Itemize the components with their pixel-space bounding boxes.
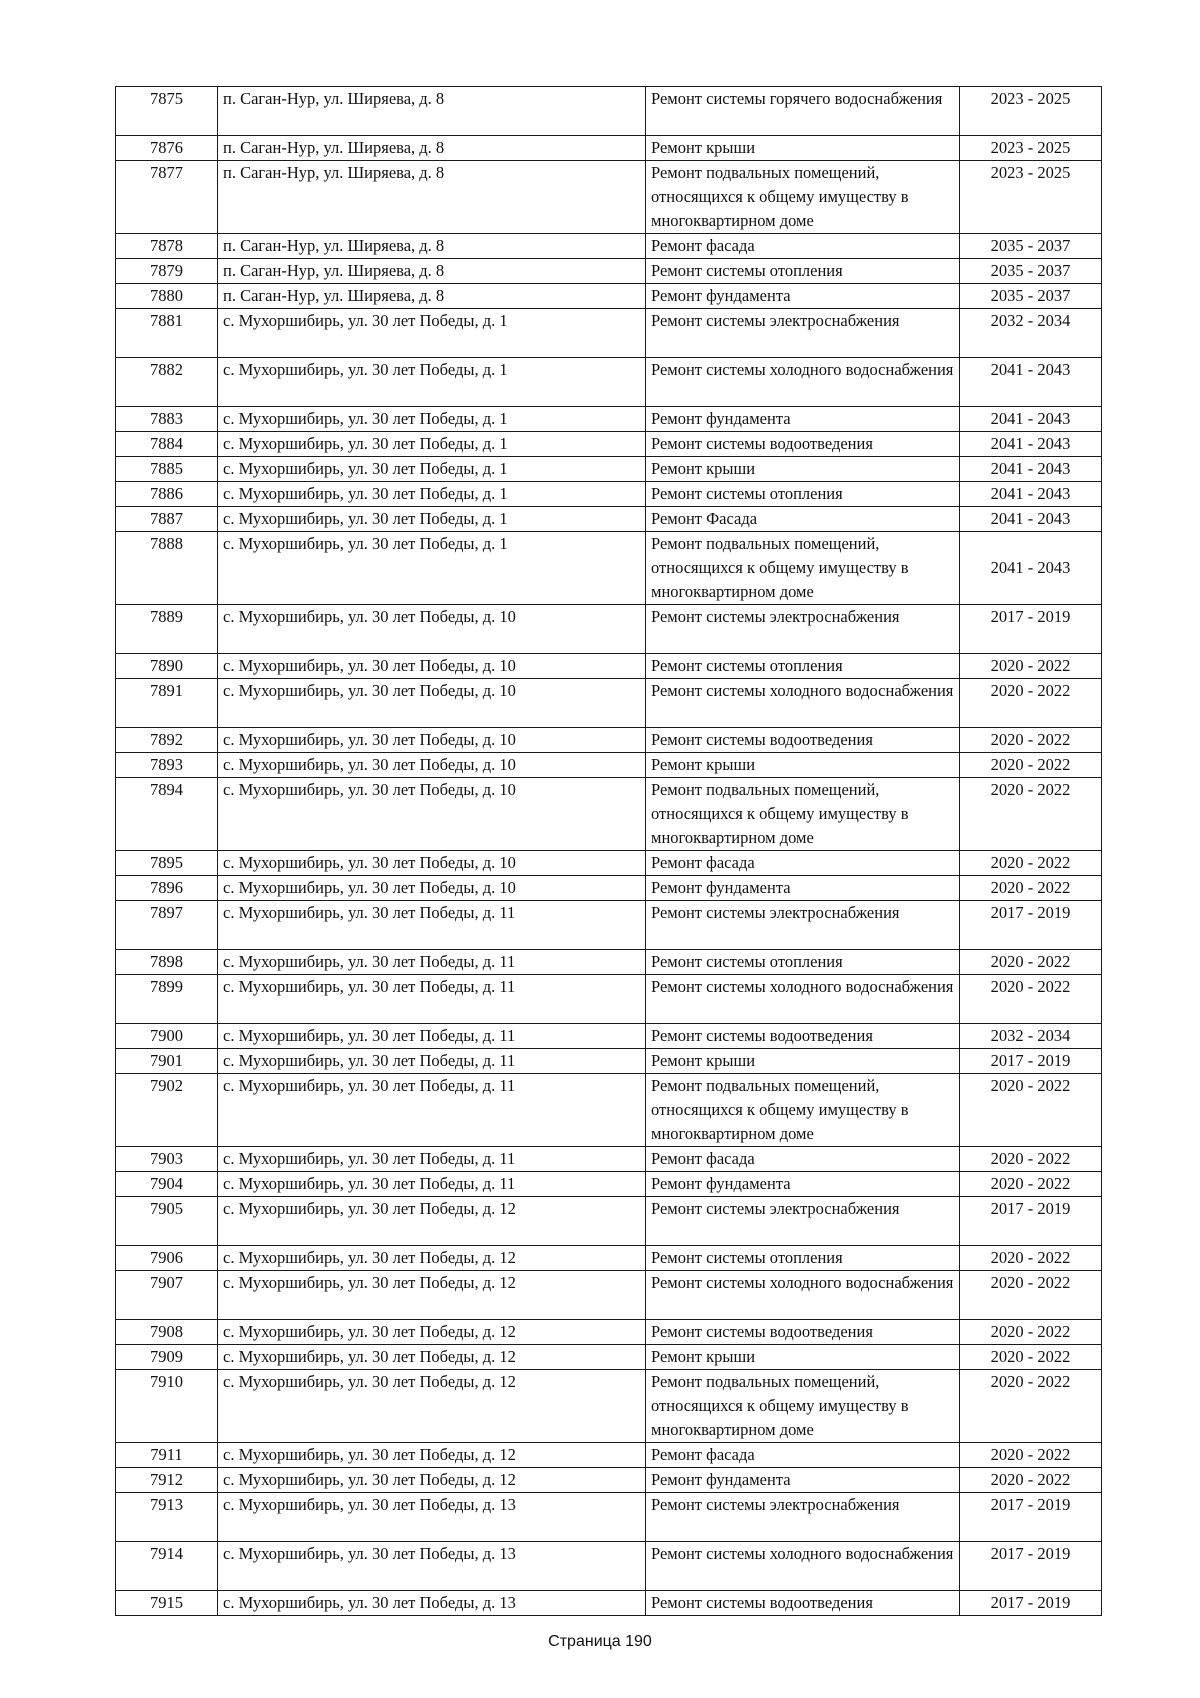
period-cell: 2020 - 2022 xyxy=(960,1320,1102,1345)
address-cell: с. Мухоршибирь, ул. 30 лет Победы, д. 11 xyxy=(218,1172,646,1197)
table-row xyxy=(116,432,1102,457)
period-cell: 2041 - 2043 xyxy=(960,358,1102,407)
work-type-cell: Ремонт Фасада xyxy=(646,507,960,532)
table-row xyxy=(116,309,1102,358)
address-cell: с. Мухоршибирь, ул. 30 лет Победы, д. 11 xyxy=(218,1147,646,1172)
row-number-cell: 7908 xyxy=(116,1320,218,1345)
address-cell: с. Мухоршибирь, ул. 30 лет Победы, д. 10 xyxy=(218,605,646,654)
period-cell: 2023 - 2025 xyxy=(960,87,1102,136)
work-type-cell: Ремонт крыши xyxy=(646,1049,960,1074)
period-cell: 2017 - 2019 xyxy=(960,1197,1102,1246)
address-cell: с. Мухоршибирь, ул. 30 лет Победы, д. 13 xyxy=(218,1591,646,1616)
row-number-cell: 7892 xyxy=(116,728,218,753)
address-cell: с. Мухоршибирь, ул. 30 лет Победы, д. 10 xyxy=(218,778,646,851)
row-number-cell: 7905 xyxy=(116,1197,218,1246)
row-number-cell: 7898 xyxy=(116,950,218,975)
table-row xyxy=(116,1074,1102,1147)
table-row xyxy=(116,457,1102,482)
address-cell: с. Мухоршибирь, ул. 30 лет Победы, д. 1 xyxy=(218,457,646,482)
table-row xyxy=(116,1024,1102,1049)
work-type-cell: Ремонт системы отопления xyxy=(646,950,960,975)
period-cell: 2017 - 2019 xyxy=(960,1542,1102,1591)
work-type-cell: Ремонт системы холодного водоснабжения xyxy=(646,679,960,728)
table-row xyxy=(116,482,1102,507)
period-cell: 2020 - 2022 xyxy=(960,1443,1102,1468)
row-number-cell: 7882 xyxy=(116,358,218,407)
address-cell: с. Мухоршибирь, ул. 30 лет Победы, д. 11 xyxy=(218,1049,646,1074)
row-number-cell: 7907 xyxy=(116,1271,218,1320)
row-number-cell: 7914 xyxy=(116,1542,218,1591)
row-number-cell: 7880 xyxy=(116,284,218,309)
row-number-cell: 7887 xyxy=(116,507,218,532)
work-type-cell: Ремонт подвальных помещений, относящихся к общему имуществу в многоквартирном доме xyxy=(646,778,960,851)
address-cell: с. Мухоршибирь, ул. 30 лет Победы, д. 12 xyxy=(218,1443,646,1468)
work-type-cell: Ремонт системы электроснабжения xyxy=(646,1493,960,1542)
address-cell: с. Мухоршибирь, ул. 30 лет Победы, д. 11 xyxy=(218,1024,646,1049)
table-row xyxy=(116,532,1102,605)
row-number-cell: 7885 xyxy=(116,457,218,482)
address-cell: с. Мухоршибирь, ул. 30 лет Победы, д. 11 xyxy=(218,975,646,1024)
period-cell: 2032 - 2034 xyxy=(960,1024,1102,1049)
table-row xyxy=(116,1172,1102,1197)
work-type-cell: Ремонт подвальных помещений, относящихся к общему имуществу в многоквартирном доме xyxy=(646,532,960,605)
table-row xyxy=(116,1197,1102,1246)
table-row xyxy=(116,407,1102,432)
table-row xyxy=(116,778,1102,851)
table-row xyxy=(116,1345,1102,1370)
address-cell: с. Мухоршибирь, ул. 30 лет Победы, д. 1 xyxy=(218,407,646,432)
table-body xyxy=(116,87,1102,1616)
period-cell: 2020 - 2022 xyxy=(960,1172,1102,1197)
table-row xyxy=(116,950,1102,975)
table-row xyxy=(116,1443,1102,1468)
table-row xyxy=(116,234,1102,259)
row-number-cell: 7912 xyxy=(116,1468,218,1493)
table-row xyxy=(116,1370,1102,1443)
address-cell: с. Мухоршибирь, ул. 30 лет Победы, д. 12 xyxy=(218,1197,646,1246)
work-type-cell: Ремонт системы холодного водоснабжения xyxy=(646,1271,960,1320)
table-row xyxy=(116,679,1102,728)
address-cell: с. Мухоршибирь, ул. 30 лет Победы, д. 1 xyxy=(218,309,646,358)
table-row xyxy=(116,161,1102,234)
row-number-cell: 7883 xyxy=(116,407,218,432)
address-cell: п. Саган-Нур, ул. Ширяева, д. 8 xyxy=(218,136,646,161)
period-cell: 2020 - 2022 xyxy=(960,950,1102,975)
table-row xyxy=(116,851,1102,876)
row-number-cell: 7915 xyxy=(116,1591,218,1616)
work-type-cell: Ремонт подвальных помещений, относящихся к общему имуществу в многоквартирном доме xyxy=(646,1370,960,1443)
work-type-cell: Ремонт системы отопления xyxy=(646,654,960,679)
work-type-cell: Ремонт системы отопления xyxy=(646,1246,960,1271)
table-row xyxy=(116,605,1102,654)
table-row xyxy=(116,901,1102,950)
table-row xyxy=(116,876,1102,901)
address-cell: с. Мухоршибирь, ул. 30 лет Победы, д. 12 xyxy=(218,1345,646,1370)
table-row xyxy=(116,1320,1102,1345)
row-number-cell: 7904 xyxy=(116,1172,218,1197)
address-cell: п. Саган-Нур, ул. Ширяева, д. 8 xyxy=(218,259,646,284)
address-cell: с. Мухоршибирь, ул. 30 лет Победы, д. 1 xyxy=(218,358,646,407)
table-row xyxy=(116,1147,1102,1172)
row-number-cell: 7890 xyxy=(116,654,218,679)
period-cell: 2020 - 2022 xyxy=(960,654,1102,679)
address-cell: п. Саган-Нур, ул. Ширяева, д. 8 xyxy=(218,87,646,136)
repair-schedule-table xyxy=(115,86,1102,1616)
period-cell: 2020 - 2022 xyxy=(960,679,1102,728)
row-number-cell: 7881 xyxy=(116,309,218,358)
table-row xyxy=(116,1493,1102,1542)
table-row xyxy=(116,358,1102,407)
period-cell: 2020 - 2022 xyxy=(960,1074,1102,1147)
row-number-cell: 7913 xyxy=(116,1493,218,1542)
work-type-cell: Ремонт системы отопления xyxy=(646,259,960,284)
row-number-cell: 7876 xyxy=(116,136,218,161)
address-cell: с. Мухоршибирь, ул. 30 лет Победы, д. 13 xyxy=(218,1493,646,1542)
period-cell: 2035 - 2037 xyxy=(960,234,1102,259)
period-cell: 2041 - 2043 xyxy=(960,507,1102,532)
address-cell: с. Мухоршибирь, ул. 30 лет Победы, д. 10 xyxy=(218,654,646,679)
period-cell: 2020 - 2022 xyxy=(960,1468,1102,1493)
address-cell: с. Мухоршибирь, ул. 30 лет Победы, д. 11 xyxy=(218,1074,646,1147)
address-cell: с. Мухоршибирь, ул. 30 лет Победы, д. 12 xyxy=(218,1370,646,1443)
work-type-cell: Ремонт крыши xyxy=(646,136,960,161)
table-row xyxy=(116,1591,1102,1616)
work-type-cell: Ремонт крыши xyxy=(646,1345,960,1370)
period-cell: 2017 - 2019 xyxy=(960,1591,1102,1616)
address-cell: с. Мухоршибирь, ул. 30 лет Победы, д. 1 xyxy=(218,432,646,457)
period-cell: 2041 - 2043 xyxy=(960,407,1102,432)
work-type-cell: Ремонт системы горячего водоснабжения xyxy=(646,87,960,136)
address-cell: с. Мухоршибирь, ул. 30 лет Победы, д. 1 xyxy=(218,532,646,605)
period-cell: 2041 - 2043 xyxy=(960,457,1102,482)
work-type-cell: Ремонт фасада xyxy=(646,234,960,259)
work-type-cell: Ремонт системы холодного водоснабжения xyxy=(646,975,960,1024)
period-cell: 2017 - 2019 xyxy=(960,1493,1102,1542)
work-type-cell: Ремонт фундамента xyxy=(646,284,960,309)
table-row xyxy=(116,753,1102,778)
table-row xyxy=(116,259,1102,284)
row-number-cell: 7891 xyxy=(116,679,218,728)
row-number-cell: 7886 xyxy=(116,482,218,507)
table-row xyxy=(116,1468,1102,1493)
table-row xyxy=(116,87,1102,136)
table-row xyxy=(116,728,1102,753)
period-cell: 2020 - 2022 xyxy=(960,975,1102,1024)
work-type-cell: Ремонт системы водоотведения xyxy=(646,432,960,457)
address-cell: п. Саган-Нур, ул. Ширяева, д. 8 xyxy=(218,234,646,259)
table-row xyxy=(116,1049,1102,1074)
row-number-cell: 7884 xyxy=(116,432,218,457)
row-number-cell: 7910 xyxy=(116,1370,218,1443)
address-cell: с. Мухоршибирь, ул. 30 лет Победы, д. 12 xyxy=(218,1271,646,1320)
work-type-cell: Ремонт крыши xyxy=(646,753,960,778)
address-cell: с. Мухоршибирь, ул. 30 лет Победы, д. 12 xyxy=(218,1468,646,1493)
table-row xyxy=(116,654,1102,679)
address-cell: с. Мухоршибирь, ул. 30 лет Победы, д. 11 xyxy=(218,901,646,950)
period-cell: 2020 - 2022 xyxy=(960,728,1102,753)
row-number-cell: 7897 xyxy=(116,901,218,950)
table-row xyxy=(116,507,1102,532)
work-type-cell: Ремонт системы электроснабжения xyxy=(646,901,960,950)
work-type-cell: Ремонт фундамента xyxy=(646,1468,960,1493)
work-type-cell: Ремонт фасада xyxy=(646,1443,960,1468)
work-type-cell: Ремонт фундамента xyxy=(646,876,960,901)
row-number-cell: 7911 xyxy=(116,1443,218,1468)
row-number-cell: 7901 xyxy=(116,1049,218,1074)
row-number-cell: 7879 xyxy=(116,259,218,284)
work-type-cell: Ремонт системы водоотведения xyxy=(646,1591,960,1616)
table-row xyxy=(116,1542,1102,1591)
work-type-cell: Ремонт системы электроснабжения xyxy=(646,1197,960,1246)
period-cell: 2041 - 2043 xyxy=(960,482,1102,507)
address-cell: с. Мухоршибирь, ул. 30 лет Победы, д. 11 xyxy=(218,950,646,975)
work-type-cell: Ремонт крыши xyxy=(646,457,960,482)
work-type-cell: Ремонт фасада xyxy=(646,1147,960,1172)
period-cell: 2020 - 2022 xyxy=(960,851,1102,876)
address-cell: с. Мухоршибирь, ул. 30 лет Победы, д. 10 xyxy=(218,728,646,753)
period-cell: 2020 - 2022 xyxy=(960,1246,1102,1271)
address-cell: с. Мухоршибирь, ул. 30 лет Победы, д. 1 xyxy=(218,507,646,532)
row-number-cell: 7877 xyxy=(116,161,218,234)
table-row xyxy=(116,136,1102,161)
work-type-cell: Ремонт системы водоотведения xyxy=(646,1320,960,1345)
period-cell: 2020 - 2022 xyxy=(960,1345,1102,1370)
address-cell: с. Мухоршибирь, ул. 30 лет Победы, д. 10 xyxy=(218,753,646,778)
table-row xyxy=(116,1246,1102,1271)
period-cell: 2017 - 2019 xyxy=(960,901,1102,950)
address-cell: с. Мухоршибирь, ул. 30 лет Победы, д. 1 xyxy=(218,482,646,507)
work-type-cell: Ремонт системы электроснабжения xyxy=(646,605,960,654)
work-type-cell: Ремонт системы водоотведения xyxy=(646,728,960,753)
period-cell: 2020 - 2022 xyxy=(960,1370,1102,1443)
row-number-cell: 7893 xyxy=(116,753,218,778)
work-type-cell: Ремонт системы отопления xyxy=(646,482,960,507)
table-row xyxy=(116,1271,1102,1320)
address-cell: п. Саган-Нур, ул. Ширяева, д. 8 xyxy=(218,284,646,309)
row-number-cell: 7895 xyxy=(116,851,218,876)
address-cell: с. Мухоршибирь, ул. 30 лет Победы, д. 12 xyxy=(218,1246,646,1271)
work-type-cell: Ремонт фундамента xyxy=(646,1172,960,1197)
period-cell: 2020 - 2022 xyxy=(960,1271,1102,1320)
row-number-cell: 7888 xyxy=(116,532,218,605)
period-cell: 2020 - 2022 xyxy=(960,778,1102,851)
row-number-cell: 7878 xyxy=(116,234,218,259)
address-cell: с. Мухоршибирь, ул. 30 лет Победы, д. 10 xyxy=(218,851,646,876)
row-number-cell: 7899 xyxy=(116,975,218,1024)
row-number-cell: 7894 xyxy=(116,778,218,851)
work-type-cell: Ремонт фасада xyxy=(646,851,960,876)
row-number-cell: 7889 xyxy=(116,605,218,654)
work-type-cell: Ремонт системы электроснабжения xyxy=(646,309,960,358)
address-cell: п. Саган-Нур, ул. Ширяева, д. 8 xyxy=(218,161,646,234)
period-cell: 2020 - 2022 xyxy=(960,876,1102,901)
period-cell: 2017 - 2019 xyxy=(960,1049,1102,1074)
period-cell: 2023 - 2025 xyxy=(960,136,1102,161)
work-type-cell: Ремонт системы водоотведения xyxy=(646,1024,960,1049)
work-type-cell: Ремонт системы холодного водоснабжения xyxy=(646,1542,960,1591)
period-cell: 2041 - 2043 xyxy=(960,432,1102,457)
period-cell: 2035 - 2037 xyxy=(960,284,1102,309)
period-cell: 2041 - 2043 xyxy=(960,532,1102,605)
address-cell: с. Мухоршибирь, ул. 30 лет Победы, д. 10 xyxy=(218,679,646,728)
work-type-cell: Ремонт фундамента xyxy=(646,407,960,432)
row-number-cell: 7875 xyxy=(116,87,218,136)
row-number-cell: 7902 xyxy=(116,1074,218,1147)
period-cell: 2020 - 2022 xyxy=(960,1147,1102,1172)
table-row xyxy=(116,284,1102,309)
work-type-cell: Ремонт подвальных помещений, относящихся к общему имуществу в многоквартирном доме xyxy=(646,1074,960,1147)
period-cell: 2032 - 2034 xyxy=(960,309,1102,358)
row-number-cell: 7896 xyxy=(116,876,218,901)
address-cell: с. Мухоршибирь, ул. 30 лет Победы, д. 13 xyxy=(218,1542,646,1591)
period-cell: 2020 - 2022 xyxy=(960,753,1102,778)
row-number-cell: 7903 xyxy=(116,1147,218,1172)
period-cell: 2035 - 2037 xyxy=(960,259,1102,284)
page-number: Страница 190 xyxy=(548,1633,652,1650)
address-cell: с. Мухоршибирь, ул. 30 лет Победы, д. 10 xyxy=(218,876,646,901)
work-type-cell: Ремонт подвальных помещений, относящихся к общему имуществу в многоквартирном доме xyxy=(646,161,960,234)
period-cell: 2017 - 2019 xyxy=(960,605,1102,654)
row-number-cell: 7909 xyxy=(116,1345,218,1370)
row-number-cell: 7906 xyxy=(116,1246,218,1271)
row-number-cell: 7900 xyxy=(116,1024,218,1049)
address-cell: с. Мухоршибирь, ул. 30 лет Победы, д. 12 xyxy=(218,1320,646,1345)
work-type-cell: Ремонт системы холодного водоснабжения xyxy=(646,358,960,407)
period-cell: 2023 - 2025 xyxy=(960,161,1102,234)
table-row xyxy=(116,975,1102,1024)
